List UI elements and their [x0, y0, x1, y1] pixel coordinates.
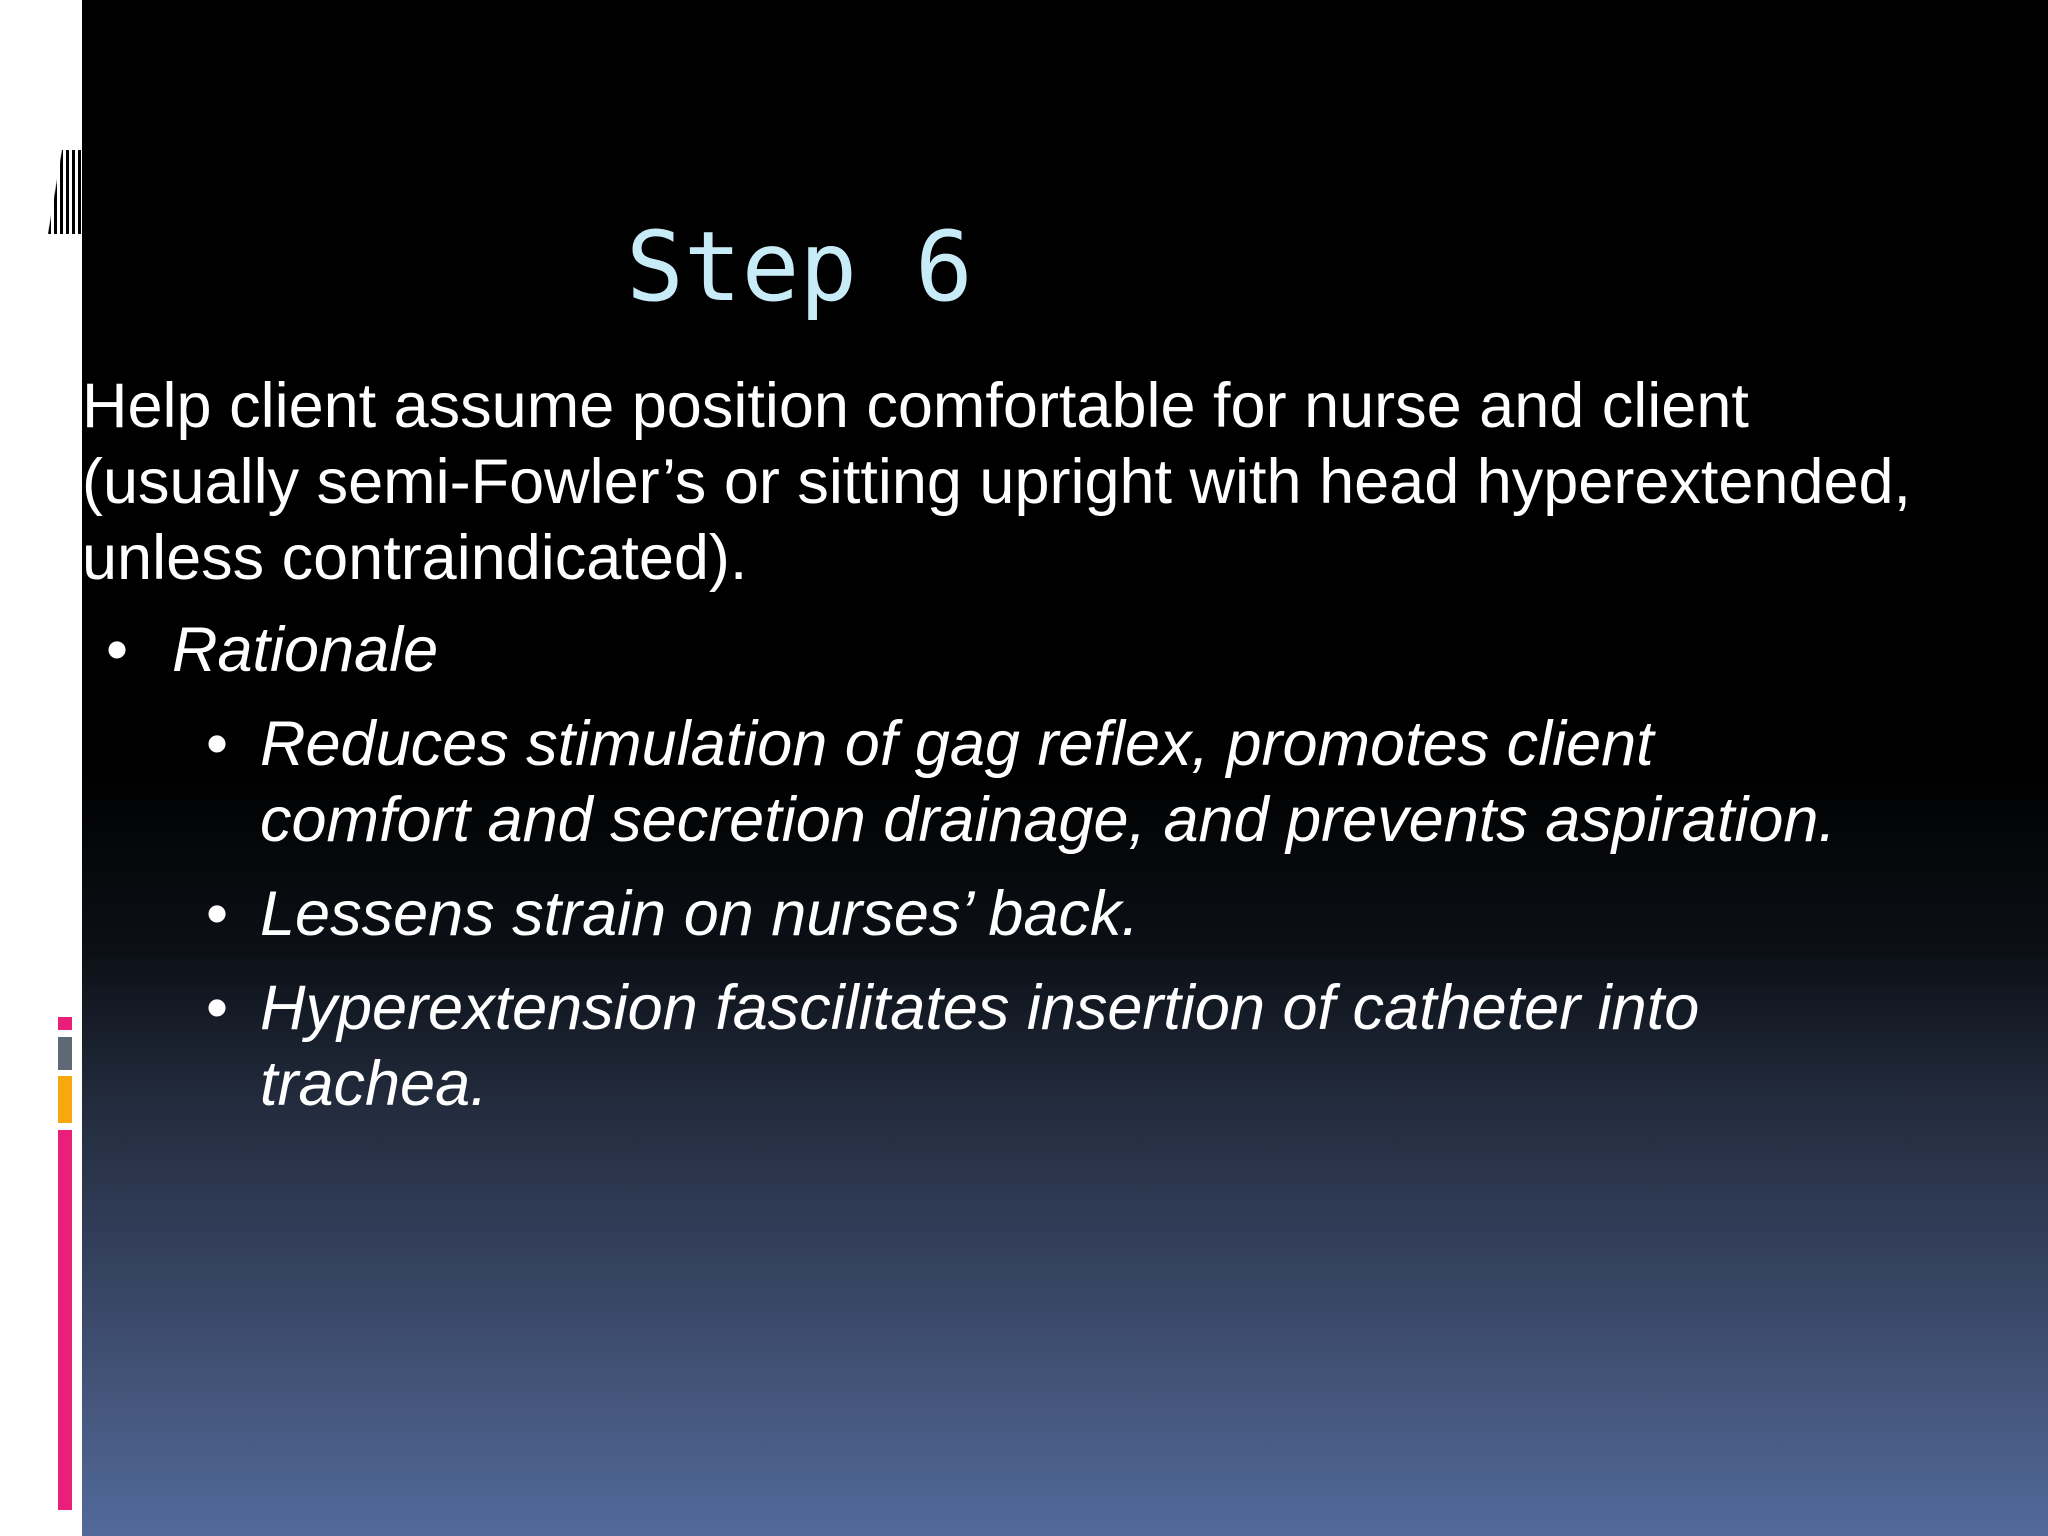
- accent-bar-pink-long: [58, 1130, 72, 1510]
- rationale-list: [206, 706, 1846, 1140]
- list-item: [206, 876, 1846, 952]
- instruction-text: Help client assume position comfortable for nurse and client (usually semi-Fowler’s or sitting upright with head hyperextended, unless contraindicated).: [82, 371, 1912, 593]
- bullet-icon: •: [206, 709, 229, 779]
- rationale-label: Rationale: [172, 615, 439, 685]
- rationale-item-text: Reduces stimulation of gag reflex, promotes client comfort and secretion drainage, and prevents aspiration.: [260, 709, 1836, 855]
- slide-title: Step 6: [626, 211, 973, 323]
- decorative-stripes-icon: [48, 150, 82, 234]
- bullet-icon: •: [206, 879, 229, 949]
- rationale-item-text: Lessens strain on nurses’ back.: [260, 879, 1139, 949]
- bullet-icon: •: [106, 615, 129, 685]
- accent-bar-pink-small: [58, 1017, 72, 1030]
- bullet-icon: •: [206, 973, 229, 1043]
- rationale-item-text: Hyperextension fascilitates insertion of catheter into trachea.: [260, 973, 1700, 1119]
- accent-bar-orange: [58, 1076, 72, 1123]
- accent-bar-gray: [58, 1037, 72, 1070]
- rationale-heading: [106, 612, 438, 688]
- list-item: [206, 970, 1846, 1122]
- list-item: [206, 706, 1846, 858]
